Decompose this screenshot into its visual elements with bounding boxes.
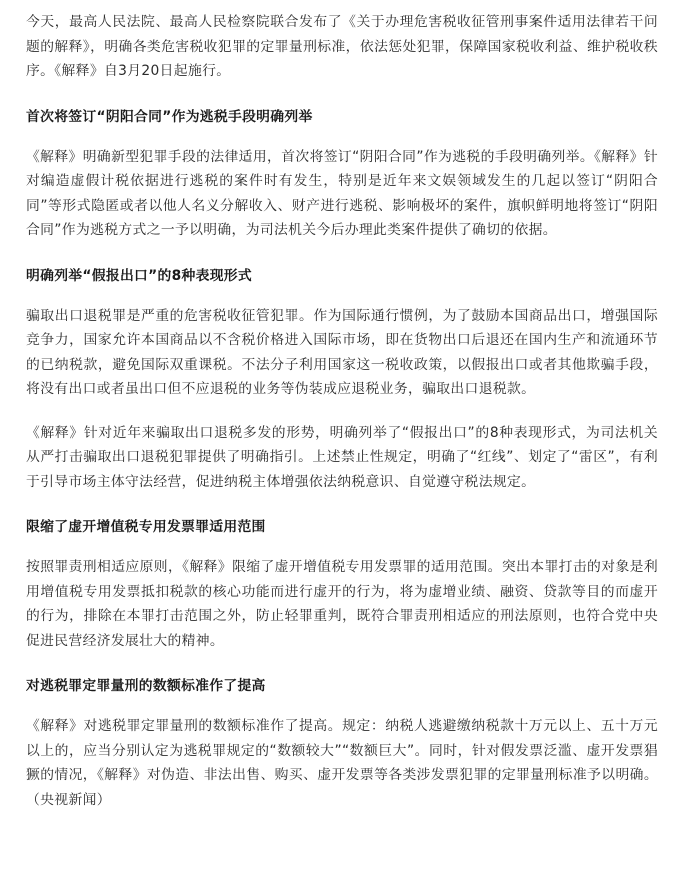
section-paragraph-vat-invoice: 按照罪责刑相适应原则，《解释》限缩了虚开增值税专用发票罪的适用范围。突出本罪打击的对象是利用增值税专用发票抵扣税款的核心功能而进行虚开的行为，将为虚增业绩、融资、贷款等目的而虚开的行为，排除在本罪打击范围之外，防止轻罪重判，既符合罪责刑相适应的刑法原则，也符合党中央促进民营经济发展壮大的精神。 (26, 559, 658, 649)
section-heading-vat-invoice: 限缩了虚开增值税专用发票罪适用范围 (26, 519, 266, 535)
intro-paragraph: 今天，最高人民法院、最高人民检察院联合发布了《关于办理危害税收征管刑事案件适用法律若干问题的解释》，明确各类危害税收犯罪的定罪量刑标准，依法惩处犯罪，保障国家税收利益、维护税收秩序。《解释》自3月20日起施行。 (26, 14, 658, 79)
section-heading-false-export: 明确列举“假报出口”的8种表现形式 (26, 267, 252, 284)
section-paragraph-export-rebate: 骗取出口退税罪是严重的危害税收征管犯罪。作为国际通行惯例，为了鼓励本国商品出口，增强国际竞争力，国家允许本国商品以不含税价格进入国际市场，即在货物出口后退还在国内生产和流通环节的已纳税款，避免国际双重课税。不法分子利用国家这一税收政策，以假报出口或者其他欺骗手段，将没有出口或者虽出口但不应退税的业务等伪装成应退税业务，骗取出口退税款。 (26, 307, 658, 397)
section-paragraph-false-export-forms: 《解释》针对近年来骗取出口退税多发的形势，明确列举了“假报出口”的8种表现形式，为司法机关从严打击骗取出口退税犯罪提供了明确指引。上述禁止性规定，明确了“红线”、划定了“雷区”，有利于引导市场主体守法经营，促进纳税主体增强依法纳税意识、自觉遵守税法规定。 (26, 424, 658, 490)
section-heading-yin-yang-contract: 首次将签订“阴阳合同”作为逃税手段明确列举 (26, 108, 313, 125)
section-heading-tax-evasion-threshold: 对逃税罪定罪量刑的数额标准作了提高 (26, 678, 266, 694)
section-paragraph-yin-yang-contract: 《解释》明确新型犯罪手段的法律适用，首次将签订“阴阳合同”作为逃税的手段明确列举。《解释》针对编造虚假计税依据进行逃税的案件时有发生，特别是近年来文娱领域发生的几起以签订“阴阳合同”等形式隐匿或者以他人名义分解收入、财产进行逃税、影响极坏的案件，旗帜鲜明地将签订“阴阳合同”作为逃税方式之一予以明确，为司法机关今后办理此类案件提供了确切的依据。 (26, 148, 658, 238)
section-paragraph-tax-evasion-threshold: 《解释》对逃税罪定罪量刑的数额标准作了提高。规定：纳税人逃避缴纳税款十万元以上、五十万元以上的，应当分别认定为逃税罪规定的“数额较大”“数额巨大”。同时，针对假发票泛滥、虚开发票猖獗的情况，《解释》对伪造、非法出售、购买、虚开发票等各类涉发票犯罪的定罪量刑标准予以明确。（央视新闻） (26, 718, 658, 808)
